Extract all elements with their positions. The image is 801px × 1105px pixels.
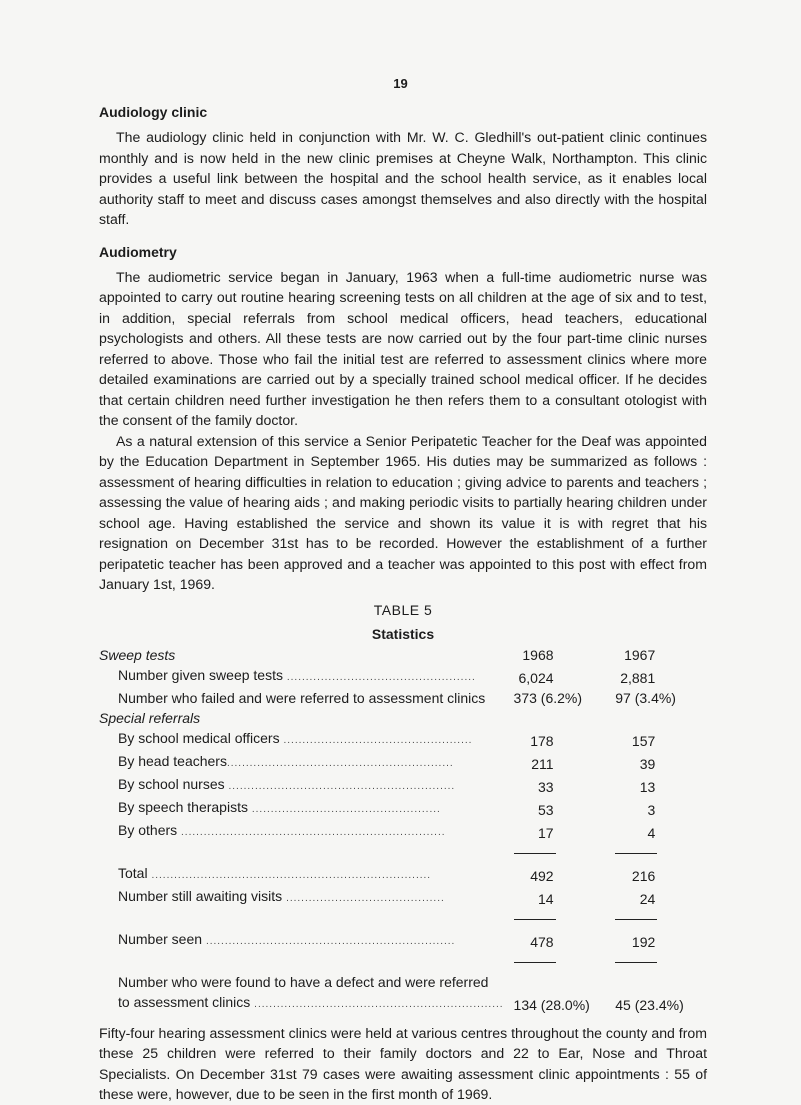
table-header-row (99, 645, 707, 665)
subtotal-rule (514, 919, 556, 920)
table-subtitle: Statistics (371, 625, 435, 642)
subtotal-rule (615, 962, 657, 963)
subtotal-rule (514, 853, 556, 854)
cell-1967: 45 (23.4%) (615, 996, 684, 1013)
document-body (99, 103, 707, 1105)
cell-1967: 3 (647, 801, 656, 818)
statistics-table (99, 645, 707, 1015)
row-label: By school medical officers (118, 729, 280, 746)
table-row (99, 708, 707, 728)
table-row: By others ...................................................................... 17 4 (99, 820, 707, 843)
cell-1968: 33 (537, 778, 554, 795)
row-label: Number who were found to have a defect and were referred (118, 973, 489, 990)
cell-1968: 134 (28.0%) (513, 996, 590, 1013)
cell-1968: 373 (6.2%) (513, 689, 583, 706)
table-row: Number still awaiting visits .......................................... 14 24 (99, 886, 707, 909)
subtotal-rule (615, 919, 657, 920)
table-row (99, 688, 707, 708)
row-label: Number given sweep tests (118, 666, 283, 683)
row-label: Number who failed and were referred to assessment clinics (118, 689, 486, 706)
cell-1968: 17 (537, 824, 554, 841)
cell-1968: 478 (530, 933, 554, 950)
section-heading-audiometry: Audiometry (99, 243, 177, 260)
table-row: Number seen .................................................................. 478 192 (99, 929, 707, 952)
subtotal-rule (615, 853, 657, 854)
row-label: By speech therapists (118, 798, 248, 815)
subtotal-rule (514, 962, 556, 963)
cell-1967: 97 (3.4%) (615, 689, 676, 706)
cell-1967: 2,881 (620, 669, 656, 686)
cell-1967: 4 (647, 824, 656, 841)
row-label: Number still awaiting visits (118, 887, 283, 904)
paragraph-audiology-clinic: The audiology clinic held in conjunction with Mr. W. C. Gledhill's out-patient clinic continues monthly and is now held in the new clinic premises at Cheyne Walk, Northampton. This clinic provides a useful link between the hospital and the school health service, as it enables local authority staff to meet and discuss cases amongst themselves and also directly with the hospital staff. (99, 129, 707, 227)
cell-1967: 24 (639, 890, 656, 907)
cell-1967: 13 (639, 778, 656, 795)
cell-1967: 39 (639, 755, 656, 772)
row-label: By head teachers (118, 752, 227, 769)
cell-1967: 157 (631, 732, 656, 749)
cell-1967: 216 (631, 867, 656, 884)
cell-1968: 492 (530, 867, 554, 884)
cell-1967: 192 (631, 933, 656, 950)
column-header-1968: 1968 (522, 646, 554, 663)
table-row: By school medical officers .................................................. 178 157 (99, 728, 707, 751)
table-row: By speech therapists .................................................. 53 3 (99, 797, 707, 820)
special-referrals-heading: Special referrals (99, 709, 201, 726)
cell-1968: 14 (537, 890, 554, 907)
row-label: By others (118, 821, 178, 838)
table-row: Number given sweep tests .................................................. 6,024 2,881 (99, 665, 707, 688)
table-row: Total .......................................................................... 492 216 (99, 863, 707, 886)
paragraph-audiometry-2: As a natural extension of this service a Senior Peripatetic Teacher for the Deaf was appointed by the Education Department in September 1965. His duties may be summarized as follows : assessment of hearing difficulties in relation to education ; giving advice to parents and teachers ; assessing the value of hearing aids ; and making periodic visits to partially hearing children under school age. Having established the service and shown its value it is with regret that his resignation on December 31st has to be recorded. However the establishment of a further peripatetic teacher has been approved and a teacher was appointed to this post with effect from January 1st, 1969. (99, 432, 707, 592)
section-heading-audiology-clinic: Audiology clinic (99, 104, 208, 120)
cell-1968: 6,024 (518, 669, 554, 686)
row-label: Number seen (118, 930, 203, 947)
column-header-1967: 1967 (624, 646, 656, 663)
table-title: TABLE 5 (373, 601, 433, 618)
cell-1968: 53 (537, 801, 554, 818)
closing-paragraph: Fifty-four hearing assessment clinics were held at various centres throughout the county and from these 25 children were referred to their family doctors and 22 to Ear, Nose and Throat Specialists. On December 31st 79 cases were awaiting assessment clinic appointments : 55 of these were, however, due to be seen in the first month of 1969. (99, 1024, 707, 1102)
cell-1968: 178 (530, 732, 554, 749)
table-row: By school nurses ............................................................ 33 13 (99, 774, 707, 797)
row-label: Total (118, 864, 148, 881)
table-row (99, 972, 707, 992)
row-label: By school nurses (118, 775, 225, 792)
page-number: 19 (393, 76, 408, 91)
paragraph-audiometry-1: The audiometric service began in January, 1963 when a full-time audiometric nurse was appointed to carry out routine hearing screening tests on all children at the age of six and to test, in addition, special referrals from school medical officers, head teachers, educational psychologists and others. All these tests are now carried out by the four part-time clinic nurses referred to above. Those who fail the initial test are referred to assessment clinics where more detailed examinations are carried out by a specially trained school medical officer. If he decides that certain children need further investigation he then refers them to a consultant otologist with the consent of the family doctor. (99, 268, 707, 428)
table-row: to assessment clinics .................................................................. 134 (28.0%) 45 (23.4%) (99, 992, 707, 1015)
cell-1968: 211 (531, 755, 554, 772)
table-row: By head teachers............................................................ 211 39 (99, 751, 707, 774)
sweep-tests-heading: Sweep tests (99, 646, 176, 663)
row-label: to assessment clinics (118, 993, 251, 1010)
